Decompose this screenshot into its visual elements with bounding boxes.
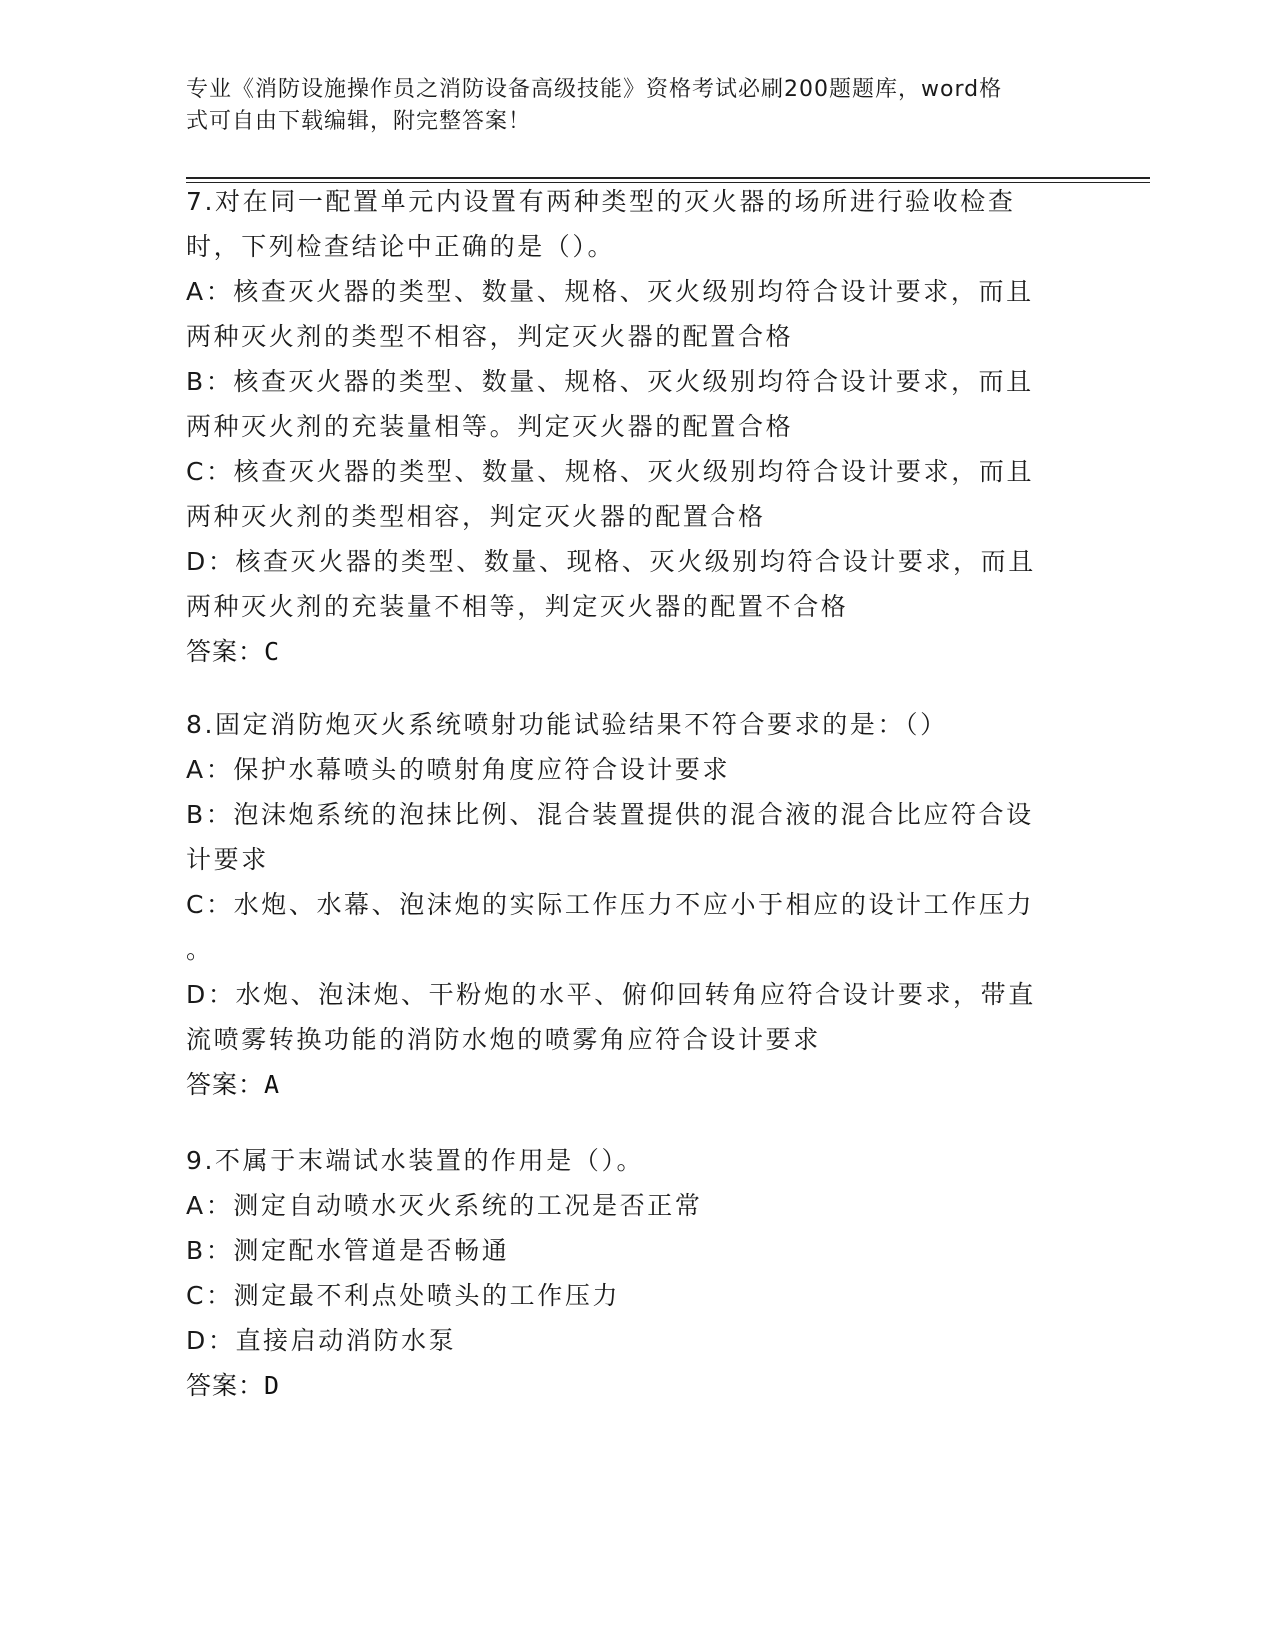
option-b: B：测定配水管道是否畅通 (186, 1236, 510, 1265)
option-c-cont: 。 (186, 935, 214, 964)
option-a: A：保护水幕喷头的喷射角度应符合设计要求 (186, 755, 731, 784)
option-b: B：核查灭火器的类型、数量、规格、灭火级别均符合设计要求，而且 (186, 367, 1034, 396)
answer-label: 答案： (186, 1070, 265, 1099)
header-line-1: 专业《消防设施操作员之消防设备高级技能》资格考试必刷200题题库，word格 (186, 77, 1003, 102)
option-d: D：水炮、泡沫炮、干粉炮的水平、俯仰回转角应符合设计要求，带直 (186, 980, 1036, 1009)
question-9 (186, 1138, 1086, 1408)
option-d: D：直接启动消防水泵 (186, 1326, 457, 1355)
question-stem: 9.不属于末端试水装置的作用是（）。 (186, 1146, 645, 1175)
option-a: A：核查灭火器的类型、数量、规格、灭火级别均符合设计要求，而且 (186, 277, 1034, 306)
document-header (186, 74, 1066, 138)
option-a: A：测定自动喷水灭火系统的工况是否正常 (186, 1191, 703, 1220)
answer-line (186, 1062, 1086, 1107)
answer-value: D (264, 1371, 281, 1400)
answer-line (186, 629, 1086, 674)
option-c: C：水炮、水幕、泡沫炮的实际工作压力不应小于相应的设计工作压力 (186, 890, 1035, 919)
question-8 (186, 702, 1086, 1107)
answer-label: 答案： (186, 1371, 265, 1400)
option-a-cont: 两种灭火剂的类型不相容，判定灭火器的配置合格 (186, 322, 794, 351)
answer-line (186, 1363, 1086, 1408)
option-c: C：核查灭火器的类型、数量、规格、灭火级别均符合设计要求，而且 (186, 457, 1035, 486)
option-c-cont: 两种灭火剂的类型相容，判定灭火器的配置合格 (186, 502, 766, 531)
option-d-cont: 两种灭火剂的充装量不相等，判定灭火器的配置不合格 (186, 592, 849, 621)
option-b-cont: 计要求 (186, 845, 269, 874)
answer-value: A (264, 1070, 281, 1099)
question-stem-cont: 时，下列检查结论中正确的是（）。 (186, 232, 616, 261)
option-b: B：泡沫炮系统的泡抹比例、混合装置提供的混合液的混合比应符合设 (186, 800, 1034, 829)
option-b-cont: 两种灭火剂的充装量相等。判定灭火器的配置合格 (186, 412, 794, 441)
option-d-cont: 流喷雾转换功能的消防水炮的喷雾角应符合设计要求 (186, 1025, 821, 1054)
option-d: D：核查灭火器的类型、数量、现格、灭火级别均符合设计要求，而且 (186, 547, 1036, 576)
header-line-2: 式可自由下载编辑，附完整答案！ (186, 109, 532, 134)
question-stem: 7.对在同一配置单元内设置有两种类型的灭火器的场所进行验收检查 (186, 187, 1016, 216)
question-stem: 8.固定消防炮灭火系统喷射功能试验结果不符合要求的是：（） (186, 710, 948, 739)
answer-label: 答案： (186, 637, 265, 666)
answer-value: C (264, 637, 281, 666)
question-7 (186, 179, 1086, 674)
option-c: C：测定最不利点处喷头的工作压力 (186, 1281, 621, 1310)
